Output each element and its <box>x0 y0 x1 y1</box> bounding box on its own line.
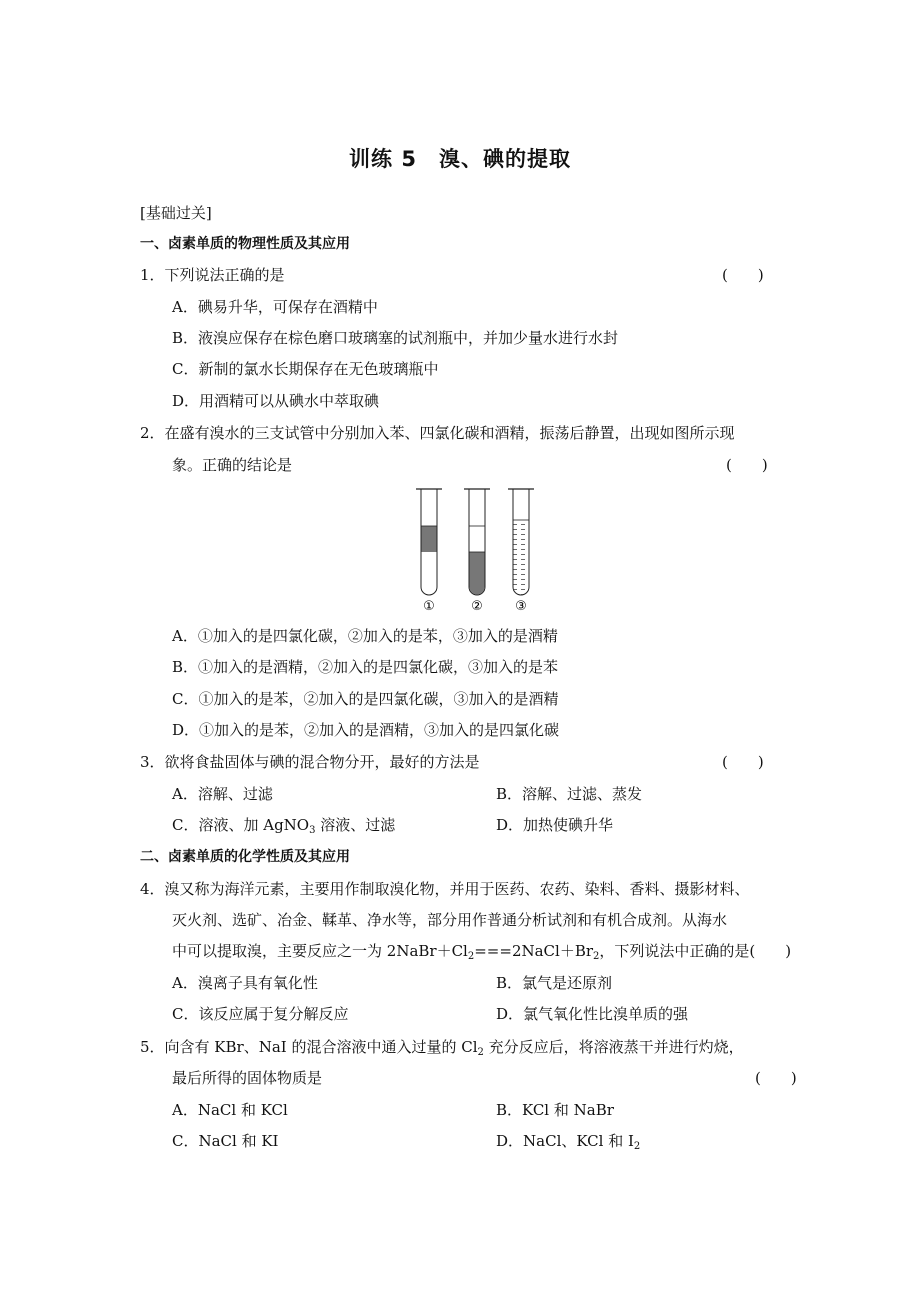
q5-answer-blank: ( ) <box>755 1069 797 1087</box>
q4-option-c: C．该反应属于复分解反应 <box>172 1005 349 1023</box>
q4-option-a: A．溴离子具有氧化性 <box>172 974 318 992</box>
q5-stem1-pre: 5．向含有 KBr、NaI 的混合溶液中通入过量的 Cl <box>140 1038 478 1056</box>
q5-stem1-post: 充分反应后，将溶液蒸干并进行灼烧， <box>483 1038 744 1056</box>
q4-stem3-sub2: 2 <box>593 951 600 962</box>
q1-answer-blank: ( ) <box>722 266 764 284</box>
q5-option-b: B．KCl 和 NaBr <box>496 1101 614 1119</box>
q3-option-c-post: 溶液、过滤 <box>315 816 396 834</box>
q5-option-c: C．NaCl 和 KI <box>172 1132 279 1150</box>
q3-option-b: B．溶解、过滤、蒸发 <box>496 785 643 803</box>
test-tube-3 <box>508 489 534 595</box>
q1-option-b: B．液溴应保存在棕色磨口玻璃塞的试剂瓶中，并加少量水进行水封 <box>172 329 619 347</box>
q2-option-d: D．①加入的是苯，②加入的是酒精，③加入的是四氯化碳 <box>172 721 560 739</box>
q3-answer-blank: ( ) <box>722 753 764 771</box>
q3-stem: 3．欲将食盐固体与碘的混合物分开，最好的方法是 <box>140 753 480 771</box>
tube-3-uniform-liquid <box>514 520 529 595</box>
q3-option-d: D．加热使碘升华 <box>496 816 614 834</box>
section-tag: [基础过关] <box>140 204 212 222</box>
q3-option-c-pre: C．溶液、加 AgNO <box>172 816 310 834</box>
q4-stem3-sub1: 2 <box>467 951 475 962</box>
q4-stem-line1: 4．溴又称为海洋元素，主要用作制取溴化物，并用于医药、农药、染料、香料、摄影材料、 <box>140 880 750 898</box>
q3-option-c-sub: 3 <box>309 825 316 836</box>
q5-stem-line2: 最后所得的固体物质是 <box>172 1069 323 1087</box>
section-heading-2: 二、卤素单质的化学性质及其应用 <box>140 849 350 865</box>
q4-stem3-pre: 中可以提取溴，主要反应之一为 2NaBr＋Cl <box>172 942 468 960</box>
q2-stem-line1: 2．在盛有溴水的三支试管中分别加入苯、四氯化碳和酒精，振荡后静置，出现如图所示现 <box>140 424 735 442</box>
page-title: 训练 5 溴、碘的提取 <box>349 147 571 171</box>
section-heading-1: 一、卤素单质的物理性质及其应用 <box>140 236 350 252</box>
q5-stem-line1 <box>140 1037 744 1057</box>
q4-stem3-post: ，下列说法中正确的是( ) <box>599 942 792 960</box>
q1-stem: 1．下列说法正确的是 <box>140 266 285 284</box>
q4-stem-line3 <box>172 941 791 961</box>
q3-option-a: A．溶解、过滤 <box>172 785 273 803</box>
test-tube-1 <box>416 489 442 595</box>
q2-option-c: C．①加入的是苯，②加入的是四氯化碳，③加入的是酒精 <box>172 690 559 708</box>
q3-option-c <box>172 815 395 835</box>
q5-option-d <box>496 1131 640 1151</box>
q5-option-d-sub: 2 <box>633 1141 641 1152</box>
q4-stem3-mid: ===2NaCl＋Br <box>474 942 594 960</box>
q5-option-d-pre: D．NaCl、KCl 和 I <box>496 1132 634 1150</box>
q4-option-d: D．氯气氧化性比溴单质的强 <box>496 1005 689 1023</box>
test-tubes-figure <box>408 482 548 618</box>
tube-2-colored-layer <box>470 552 485 595</box>
q1-option-c: C．新制的氯水长期保存在无色玻璃瓶中 <box>172 360 439 378</box>
q5-option-a: A．NaCl 和 KCl <box>172 1101 288 1119</box>
q1-option-d: D．用酒精可以从碘水中萃取碘 <box>172 392 380 410</box>
tube-label-3: ③ <box>515 599 527 614</box>
tube-label-2: ② <box>471 599 483 614</box>
q1-option-a: A．碘易升华，可保存在酒精中 <box>172 298 378 316</box>
tube-1-colored-layer <box>422 526 437 552</box>
test-tubes-svg <box>408 482 548 614</box>
q4-stem-line2: 灭火剂、选矿、冶金、鞣革、净水等，部分用作普通分析试剂和有机合成剂。从海水 <box>172 911 728 929</box>
q5-stem1-sub: 2 <box>477 1047 484 1058</box>
q2-stem-line2: 象。正确的结论是 <box>172 456 293 474</box>
q2-option-a: A．①加入的是四氯化碳，②加入的是苯，③加入的是酒精 <box>172 627 558 645</box>
q2-option-b: B．①加入的是酒精，②加入的是四氯化碳，③加入的是苯 <box>172 658 559 676</box>
tube-label-1: ① <box>423 599 435 614</box>
test-tube-2 <box>464 489 490 595</box>
q4-option-b: B．氯气是还原剂 <box>496 974 613 992</box>
q2-answer-blank: ( ) <box>726 456 768 474</box>
